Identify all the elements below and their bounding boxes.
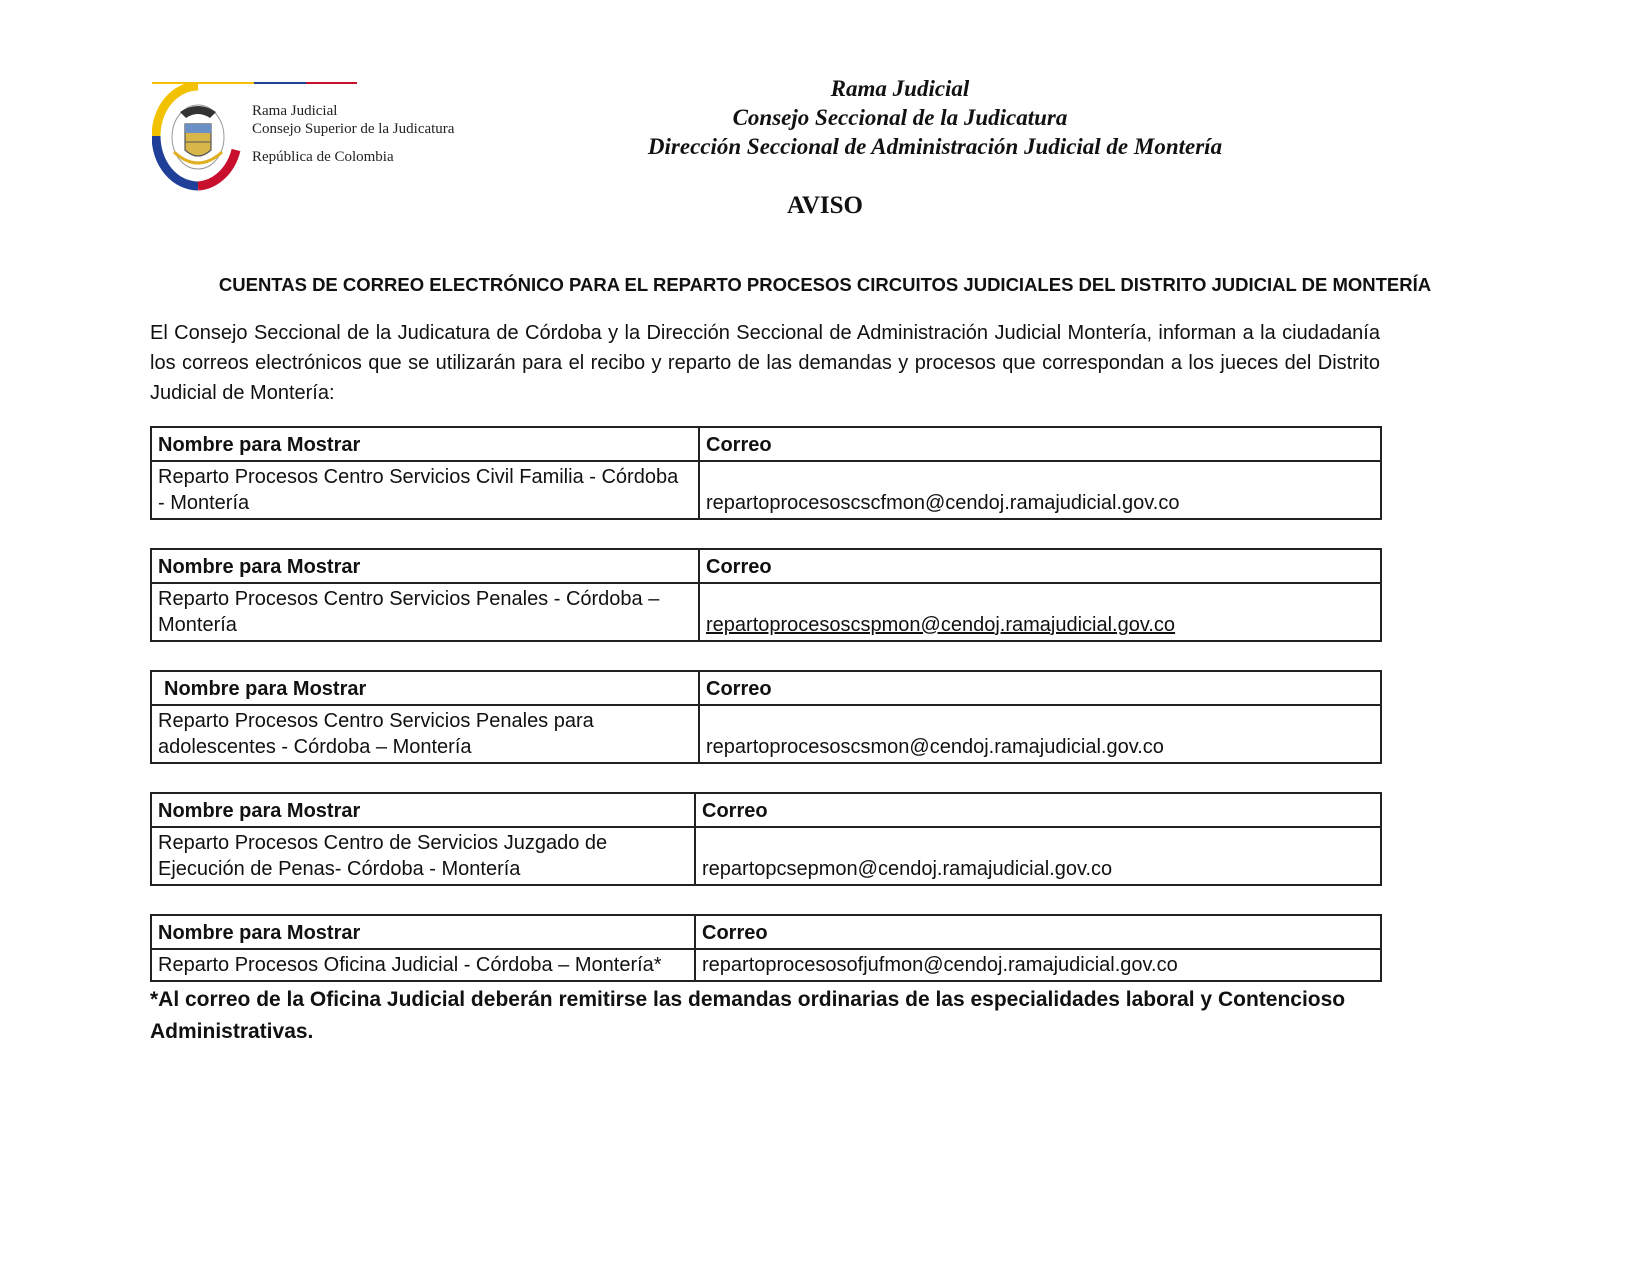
column-header-correo: Correo	[699, 427, 1381, 461]
display-name-line: Reparto Procesos Centro Servicios Penales - Córdoba –	[158, 588, 660, 610]
logo-flag-rule	[152, 82, 357, 84]
document-header	[460, 74, 1340, 161]
column-header-nombre: Nombre para Mostrar	[151, 549, 699, 583]
display-name-line: Ejecución de Penas- Córdoba - Montería	[158, 858, 521, 880]
display-name-cell: Reparto Procesos Oficina Judicial - Córdoba – Montería*	[151, 949, 695, 981]
column-header-correo: Correo	[699, 549, 1381, 583]
logo-caption	[252, 102, 454, 166]
colombia-seal-icon	[152, 82, 244, 194]
email-link[interactable]: repartoprocesoscspmon@cendoj.ramajudicial.gov.co	[706, 614, 1176, 636]
account-table-penales	[150, 548, 1382, 642]
email-cell	[699, 705, 1381, 763]
email-cell	[699, 461, 1381, 519]
display-name-cell	[151, 583, 699, 641]
logo-line-republica: República de Colombia	[252, 149, 394, 165]
email-address[interactable]: repartoprocesoscscfmon@cendoj.ramajudicial.gov.co	[706, 492, 1180, 514]
rama-judicial-logo	[152, 82, 462, 194]
account-table-adolescentes	[150, 670, 1382, 764]
header-consejo-seccional: Consejo Seccional de la Judicatura	[732, 105, 1068, 130]
account-table-civil-familia	[150, 426, 1382, 520]
column-header-nombre: Nombre para Mostrar	[151, 671, 699, 705]
display-name-line: Reparto Procesos Centro Servicios Civil Familia - Córdoba	[158, 466, 679, 488]
display-name-line: adolescentes - Córdoba – Montería	[158, 736, 472, 758]
email-address[interactable]: repartoprocesosofjufmon@cendoj.ramajudicial.gov.co	[702, 954, 1178, 976]
footnote-oficina-judicial: *Al correo de la Oficina Judicial deberán remitirse las demandas ordinarias de las especialidades laboral y Contencioso Administrativas.	[150, 988, 1346, 1043]
display-name-line: Montería	[158, 614, 237, 636]
email-address[interactable]: repartoprocesoscsmon@cendoj.ramajudicial.gov.co	[706, 736, 1164, 758]
column-header-nombre: Nombre para Mostrar	[151, 793, 695, 827]
display-name-line: Reparto Procesos Centro de Servicios Juzgado de	[158, 832, 608, 854]
email-cell	[695, 949, 1381, 981]
column-header-correo: Correo	[695, 793, 1381, 827]
column-header-nombre: Nombre para Mostrar	[151, 427, 699, 461]
document-subtitle: CUENTAS DE CORREO ELECTRÓNICO PARA EL REPARTO PROCESOS CIRCUITOS JUDICIALES DEL DISTRITO JUDICIAL DE MONTERÍA	[218, 274, 1432, 295]
display-name-cell	[151, 705, 699, 763]
header-rama-judicial: Rama Judicial	[830, 76, 970, 101]
column-header-correo: Correo	[699, 671, 1381, 705]
intro-paragraph: El Consejo Seccional de la Judicatura de Córdoba y la Dirección Seccional de Administración Judicial Montería, informan a la ciudadanía los correos electrónicos que se utilizarán para el recibo y reparto de las demandas y procesos que correspondan a los jueces del Distrito Judicial de Montería:	[150, 322, 1380, 404]
display-name-line: Reparto Procesos Centro Servicios Penales para	[158, 710, 594, 732]
logo-line-rama: Rama Judicial	[252, 103, 338, 119]
email-address[interactable]: repartopcsepmon@cendoj.ramajudicial.gov.co	[702, 858, 1113, 880]
display-name-cell	[151, 827, 695, 885]
display-name-cell	[151, 461, 699, 519]
page-title: AVISO	[787, 192, 863, 219]
header-direccion-seccional: Dirección Seccional de Administración Judicial de Montería	[647, 134, 1223, 159]
account-table-oficina-judicial	[150, 914, 1382, 982]
logo-line-consejo: Consejo Superior de la Judicatura	[252, 121, 455, 137]
email-cell	[699, 583, 1381, 641]
display-name-line: - Montería	[158, 492, 250, 514]
account-table-ejecucion-penas	[150, 792, 1382, 886]
email-cell	[695, 827, 1381, 885]
column-header-nombre: Nombre para Mostrar	[151, 915, 695, 949]
column-header-correo: Correo	[695, 915, 1381, 949]
